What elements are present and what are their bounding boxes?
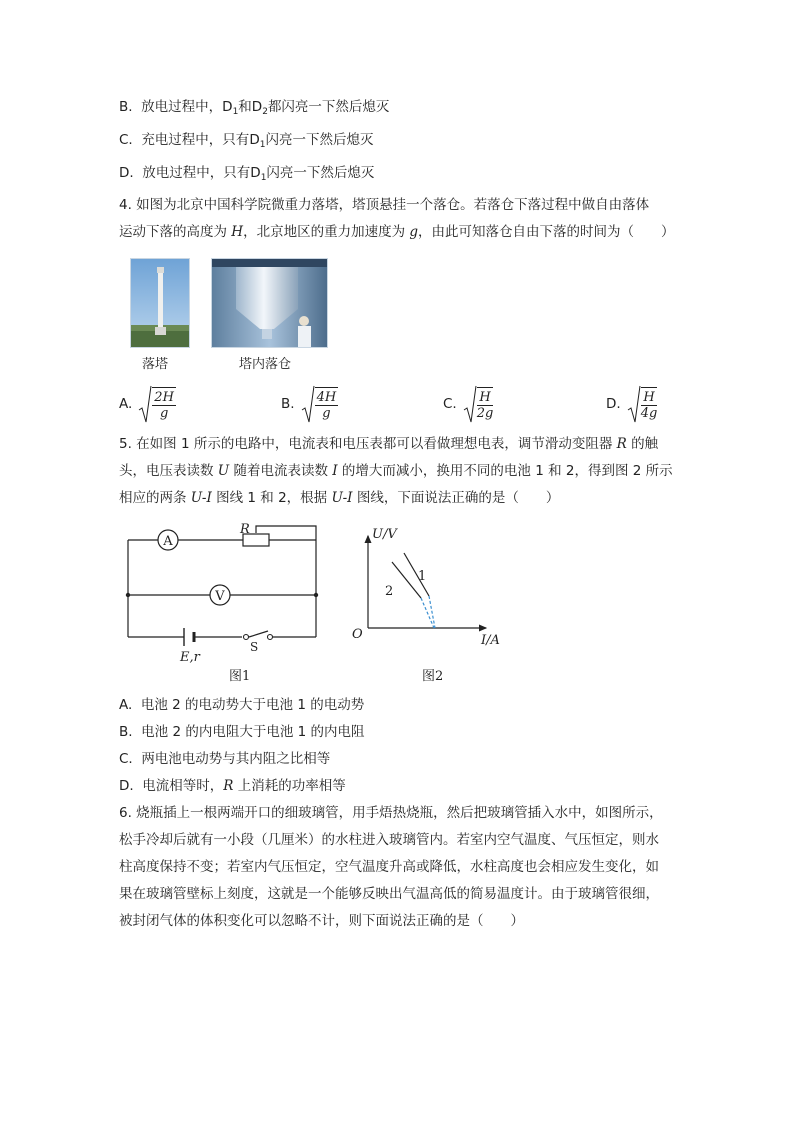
switch-blade: [249, 631, 268, 637]
line-1-label: 1: [418, 569, 427, 584]
q5-option-b: B. 电池 2 的内电阻大于电池 1 的内电阻: [119, 724, 365, 740]
battery-label: E,r: [180, 650, 200, 665]
q5-stem-line1: 5. 在如图 1 所示的电路中，电流表和电压表都可以看做理想电表，调节滑动变阻器 R 的触: [119, 436, 659, 452]
switch-label: S: [250, 640, 259, 654]
q5-option-a: A. 电池 2 的电动势大于电池 1 的电动势: [119, 697, 365, 713]
sqrt-expression: $\frac{H}{4g}$: [627, 384, 658, 424]
q4-option-a: A. $\frac{2H}{g}$: [119, 381, 176, 427]
svg-text:A: A: [163, 534, 173, 549]
line-2: [392, 562, 421, 598]
cabin-caption: 塔内落仓: [239, 357, 292, 372]
figure1-caption: 图1: [229, 669, 251, 684]
q3-option-c: C. 充电过程中，只有$D_1$闪亮一下然后熄灭: [119, 132, 374, 150]
q4-stem-line1: 4. 如图为北京中国科学院微重力落塔，塔顶悬挂一个落仓。若落仓下落过程中做自由落体: [119, 197, 650, 213]
q5-option-c: C. 两电池电动势与其内阻之比相等: [119, 751, 331, 767]
svg-text:V: V: [215, 589, 225, 604]
q3-option-b: B. 放电过程中，$D_1$和$D_2$都闪亮一下然后熄灭: [119, 99, 390, 117]
resistor-label: R: [240, 522, 250, 537]
drop-cabin-photo: [211, 258, 328, 348]
q4-option-d: D. $\frac{H}{4g}$: [606, 381, 657, 427]
q4-stem-line2: 运动下落的高度为 H，北京地区的重力加速度为 g，由此可知落仓自由下落的时间为（ ）: [119, 224, 675, 240]
q6-stem-line5: 被封闭气体的体积变化可以忽略不计，则下面说法正确的是（ ）: [119, 913, 524, 929]
drop-tower-photo: [130, 258, 190, 348]
origin-label: O: [352, 627, 363, 642]
q4-option-c: C. $\frac{H}{2g}$: [443, 381, 493, 427]
ammeter: [158, 530, 178, 550]
sqrt-expression: $\frac{4H}{g}$: [301, 384, 339, 424]
circuit-diagram: [118, 518, 328, 688]
q3-option-d: D. 放电过程中，只有$D_1$闪亮一下然后熄灭: [119, 165, 375, 183]
sqrt-expression: $\frac{H}{2g}$: [463, 384, 494, 424]
q6-stem-line1: 6. 烧瓶插上一根两端开口的细玻璃管，用手焐热烧瓶，然后把玻璃管插入水中，如图所示，: [119, 805, 663, 821]
line-2-label: 2: [385, 584, 394, 599]
i-axis-label: I/A: [481, 633, 500, 648]
voltmeter: [210, 585, 230, 605]
q5-stem-line3: 相应的两条 U-I 图线 1 和 2，根据 U-I 图线，下面说法正确的是（ ）: [119, 490, 560, 506]
q4-option-b: B. $\frac{4H}{g}$: [281, 381, 338, 427]
sqrt-expression: $\frac{2H}{g}$: [138, 384, 176, 424]
rheostat-slider: [256, 526, 316, 540]
q6-stem-line2: 松手冷却后就有一小段（几厘米）的水柱进入玻璃管内。若室内空气温度、气压恒定，则水: [119, 832, 659, 848]
tower-caption: 落塔: [142, 357, 169, 372]
q6-stem-line3: 柱高度保持不变；若室内气压恒定，空气温度升高或降低，水柱高度也会相应发生变化，如: [119, 859, 659, 875]
q5-option-d: D. 电流相等时，R 上消耗的功率相等: [119, 778, 346, 794]
figure2-caption: 图2: [422, 669, 444, 684]
q6-stem-line4: 果在玻璃管壁标上刻度，这就是一个能够反映出气温高低的简易温度计。由于玻璃管很细，: [119, 886, 659, 902]
u-axis-label: U/V: [372, 527, 397, 542]
ui-graph: [348, 518, 518, 688]
q5-stem-line2: 头，电压表读数 U 随着电流表读数 I 的增大而减小，换用不同的电池 1 和 2，得到图 2 所示: [119, 463, 673, 479]
